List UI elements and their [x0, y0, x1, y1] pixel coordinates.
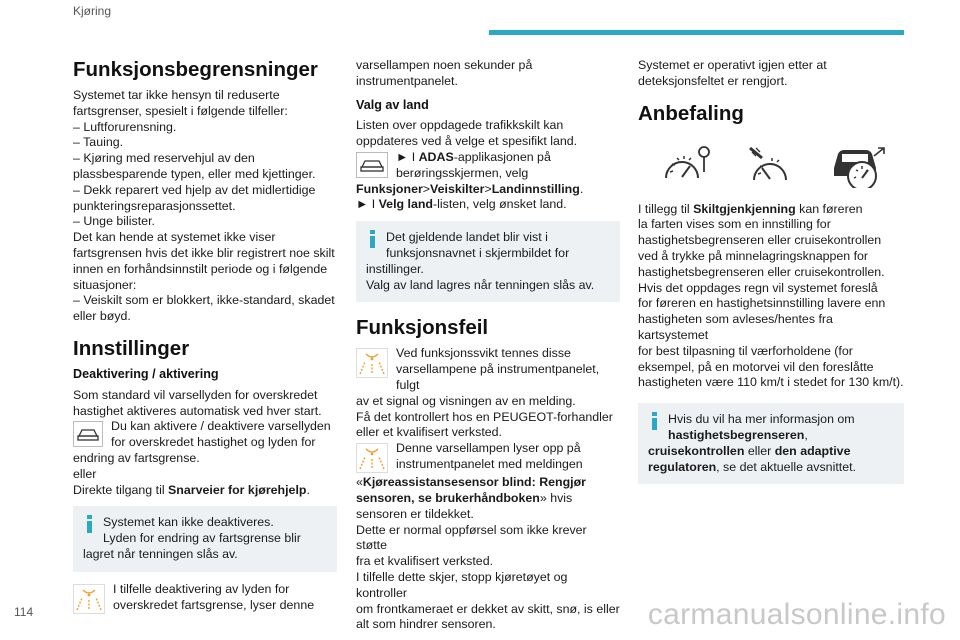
- column-3: [638, 58, 904, 494]
- text-line: Hvis det oppdages regn vil systemet foreslå: [638, 280, 878, 295]
- text-line: Det kan hende at systemet ikke viser: [73, 230, 276, 245]
- text-line: Systemet tar ikke hensyn til reduserte: [73, 88, 280, 102]
- column-1: [73, 52, 337, 616]
- heading-recommendation: Anbefaling: [638, 101, 744, 125]
- text-line: I tilfelle deaktivering av lyden for: [113, 581, 290, 596]
- text-line: Systemet er operativt igjen etter at: [638, 58, 827, 72]
- text-line: varsellampen noen sekunder på: [356, 58, 533, 72]
- text-fragment: -listen, velg ønsket land.: [433, 197, 567, 212]
- menu-path: [356, 182, 620, 198]
- text-line: ved å trykke på minnelagringsknappen for: [638, 248, 869, 263]
- text-line: – Tauing.: [73, 135, 124, 150]
- text-line: hastigheten som avleses/hentes fra kartsystemet: [638, 312, 833, 342]
- shortcut-label: Snarveier for kjørehjelp: [168, 482, 307, 497]
- speedometer-with-sign-icon: [662, 144, 710, 188]
- text-line: Få det kontrollert hos en PEUGEOT-forhandler: [356, 409, 613, 424]
- text-line: – Veiskilt som er blokkert, ikke-standard, skadet: [73, 293, 335, 308]
- text-line: Listen over oppdagede trafikkskilt kan: [356, 118, 564, 133]
- section-title: Kjøring: [73, 4, 112, 18]
- fault-paragraph-1: [356, 346, 620, 393]
- text-line: endring av fartsgrense.: [73, 450, 200, 465]
- text-fragment: .: [306, 482, 310, 497]
- text-line: hastighet aktiveres automatisk ved hver start.: [73, 403, 322, 418]
- text-line: for overskredet hastighet og lyden for: [111, 435, 316, 450]
- text-line: eller bøyd.: [73, 309, 131, 324]
- text-line: innen en forhåndsinnstilt periode og i følgende: [73, 261, 328, 276]
- text-line: – Luftforurensning.: [73, 119, 177, 134]
- heading-limitations: Funksjonsbegrensninger: [73, 58, 318, 81]
- text-line: – Kjøring med reservehjul av den: [73, 151, 255, 166]
- page-number: 114: [14, 605, 34, 619]
- text-fragment: .: [579, 181, 584, 196]
- info-line: [648, 444, 894, 460]
- limitations-text: [73, 88, 337, 325]
- info-box: [356, 221, 620, 302]
- text-fragment: ► I: [356, 197, 379, 212]
- text-line: eller: [73, 466, 97, 481]
- adaptive-regulator-label: den adaptive: [774, 443, 851, 458]
- text-fragment: >: [484, 181, 492, 196]
- text-line: av et signal og visningen av en melding.: [356, 393, 576, 408]
- text-line: Denne varsellampen lyser opp på: [396, 441, 581, 456]
- text-line: varsellampene på instrumentpanelet, fulgt: [396, 362, 600, 392]
- recommendation-illustrations: [662, 140, 904, 188]
- message-text: sensoren, se brukerhåndboken: [356, 490, 540, 505]
- info-icon: [83, 514, 97, 534]
- text-fragment: , se det aktuelle avsnittet.: [716, 459, 856, 474]
- adas-line: [356, 150, 620, 166]
- text-line: fartsgrenser, spesielt i følgende tilfeller:: [73, 103, 288, 118]
- info-box: [638, 403, 904, 484]
- text-line: eller et kvalifisert verksted.: [356, 425, 502, 440]
- text-line: Hvis du vil ha mer informasjon om: [668, 412, 855, 427]
- speedometer-with-wiper-icon: [746, 144, 794, 188]
- text-line: eksempel, på en motorvei vil den foreslåtte: [638, 359, 874, 374]
- car-icon: [356, 152, 388, 178]
- text-fragment: ,: [804, 427, 808, 442]
- select-country-label: Velg land: [378, 197, 433, 212]
- text-fragment: Direkte tilgang til: [73, 482, 169, 497]
- text-line: instrumentpanelet.: [356, 73, 458, 88]
- info-box: [73, 506, 337, 571]
- text-line: fartsgrensen hvis det ikke blir registrert noe skilt: [73, 245, 335, 260]
- path-item-functions: Funksjoner: [356, 181, 423, 196]
- select-country-step: [356, 197, 620, 213]
- text-fragment: «: [356, 475, 363, 490]
- text-line: hastighetsbegrenseren eller cruisekontrollen: [638, 233, 882, 248]
- path-item-country-setting: Landinnstilling: [491, 181, 580, 196]
- info-icon: [366, 229, 380, 249]
- heading-country: Valg av land: [356, 97, 429, 112]
- text-line: fra et kvalifisert verksted.: [356, 554, 494, 569]
- car-settings-paragraph: [73, 419, 337, 451]
- text-fragment: I tillegg til: [638, 201, 694, 216]
- text-line: alt som hindrer sensoren.: [356, 617, 496, 632]
- text-line: deteksjonsfeltet er rengjort.: [638, 73, 788, 88]
- text-line: om frontkameraet er dekket av skitt, snø, is eller: [356, 601, 620, 616]
- adaptive-regulator-label: regulatoren: [648, 459, 717, 474]
- text-line: Lyden for endring av fartsgrense blir: [103, 531, 301, 546]
- speed-limiter-label: hastighetsbegrenseren: [668, 427, 805, 442]
- sensor-warning-icon: [356, 443, 388, 473]
- text-line: la farten vises som en innstilling for: [638, 217, 831, 232]
- sensor-warning-icon: [73, 584, 105, 614]
- sign-recognition-label: Skiltgjenkjenning: [693, 201, 796, 216]
- text-line: situasjoner:: [73, 277, 137, 292]
- text-line: overskredet fartsgrense, lyser denne: [113, 597, 315, 612]
- text-line: I tilfelle dette skjer, stopp kjøretøyet og kontroller: [356, 569, 568, 600]
- text-line: Ved funksjonssvikt tennes disse: [396, 346, 571, 361]
- path-item-road-signs: Veiskilter: [430, 181, 485, 196]
- text-fragment: >: [422, 181, 431, 196]
- info-icon: [648, 411, 662, 431]
- recommend-first-line: [638, 202, 904, 218]
- text-fragment: eller: [744, 443, 775, 458]
- text-line: hastigheten være 110 km/t i stedet for 130 km/t).: [638, 375, 904, 390]
- header-accent-bar: [489, 30, 904, 35]
- adas-label: ADAS: [418, 149, 454, 164]
- heading-activation: Deaktivering / aktivering: [73, 366, 219, 381]
- message-text: Kjøreassistansesensor blind: Rengjør: [362, 475, 586, 490]
- text-line: Systemet kan ikke deaktiveres.: [103, 515, 274, 530]
- text-fragment: -applikasjonen på: [453, 149, 551, 164]
- text-line: berøringsskjermen, velg: [396, 165, 529, 180]
- text-line: Det gjeldende landet blir vist i: [386, 230, 548, 245]
- text-fragment: kan føreren: [795, 201, 863, 216]
- text-line: – Dekk reparert ved hjelp av det midlertidige: [73, 182, 316, 197]
- message-line: [356, 475, 620, 491]
- text-line: punkteringsreparasjonssettet.: [73, 198, 236, 213]
- text-line: oppdateres ved å velge et spesifikt land.: [356, 134, 578, 149]
- text-line: for føreren en hastighetsinnstilling lavere enn: [638, 296, 886, 311]
- warning-paragraph: [73, 582, 337, 616]
- car-icon: [73, 421, 103, 447]
- text-line: sensoren er tildekket.: [356, 506, 474, 521]
- sensor-warning-icon: [356, 348, 388, 378]
- text-line: Som standard vil varsellyden for overskredet: [73, 387, 318, 402]
- text-line: Du kan aktivere / deaktivere varsellyden: [111, 419, 331, 434]
- text-line: instillinger.: [366, 261, 424, 276]
- direct-access-line: [73, 483, 337, 499]
- text-line: lagret når tenningen slås av.: [83, 546, 238, 561]
- text-line: Dette er normal oppførsel som ikke krever støtte: [356, 522, 587, 553]
- text-line: plassbesparende typen, eller med kjettinger.: [73, 166, 316, 181]
- column-2: [356, 58, 620, 633]
- text-line: instrumentpanelet med meldingen: [396, 456, 583, 471]
- message-line: [356, 491, 620, 507]
- text-line: for best tilpasning til værforholdene (for: [638, 343, 853, 358]
- text-line: funksjonsnavnet i skjermbildet for: [386, 245, 570, 260]
- text-fragment: » hvis: [539, 490, 573, 505]
- car-with-speedometer-icon: [830, 140, 886, 188]
- info-line: [668, 428, 894, 444]
- text-line: hastighetsbegrenseren eller cruisekontrollen.: [638, 264, 885, 279]
- text-fragment: ► I: [396, 149, 419, 164]
- adas-step: [356, 150, 620, 182]
- watermark: carmanualsonline.info: [647, 598, 946, 631]
- info-line: [648, 460, 894, 476]
- cruise-control-label: cruisekontrollen: [648, 443, 745, 458]
- heading-fault: Funksjonsfeil: [356, 316, 489, 340]
- fault-paragraph-2: [356, 441, 620, 475]
- heading-settings: Innstillinger: [73, 336, 190, 360]
- text-line: – Unge bilister.: [73, 214, 155, 229]
- text-line: Valg av land lagres når tenningen slås av.: [366, 277, 595, 292]
